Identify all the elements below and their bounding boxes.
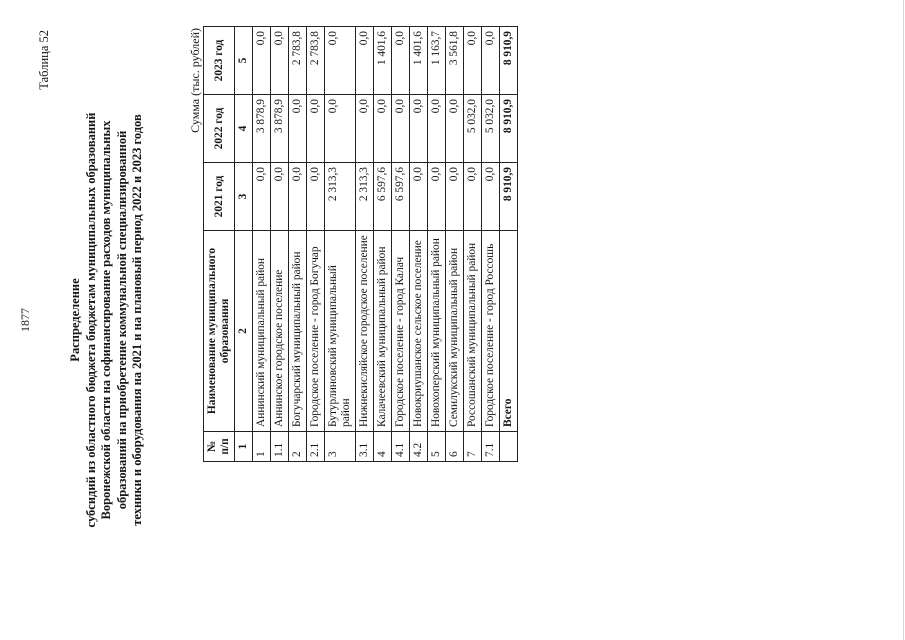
cell-name: Новохоперский муниципальный район: [428, 231, 446, 432]
cell-y2021: 6 597,6: [374, 163, 392, 231]
cell-name: Аннинский муниципальный район: [253, 231, 271, 432]
cell-y2022: 0,0: [325, 95, 356, 163]
distribution-table: [203, 26, 518, 462]
cell-num: 7.1: [482, 432, 500, 462]
cell-name: Городское поселение - город Богучар: [307, 231, 325, 432]
cell-name: Городское поселение - город Россошь: [482, 231, 500, 432]
cell-name: Россошанский муниципальный район: [464, 231, 482, 432]
table-total-row: [500, 27, 518, 462]
column-index: 2: [235, 231, 253, 432]
cell-num: 7: [464, 432, 482, 462]
cell-y2023: 0,0: [253, 27, 271, 95]
cell-num: 1.1: [271, 432, 289, 462]
title-line: Распределение: [68, 278, 82, 362]
cell-y2022: 8 910,9: [500, 95, 518, 163]
cell-num: 4.1: [392, 432, 410, 462]
header-num: № п/п: [204, 432, 235, 462]
cell-y2021: 0,0: [482, 163, 500, 231]
table-row: [356, 27, 374, 462]
cell-y2023: 0,0: [356, 27, 374, 95]
cell-y2022: 0,0: [356, 95, 374, 163]
cell-y2023: 0,0: [464, 27, 482, 95]
cell-y2023: 3 561,8: [446, 27, 464, 95]
cell-num: 6: [446, 432, 464, 462]
cell-y2021: 0,0: [464, 163, 482, 231]
cell-num: 4.2: [410, 432, 428, 462]
cell-y2023: 1 401,6: [410, 27, 428, 95]
cell-y2021: 0,0: [428, 163, 446, 231]
cell-name: Городское поселение - город Калач: [392, 231, 410, 432]
cell-num: 3: [325, 432, 356, 462]
cell-y2021: 0,0: [410, 163, 428, 231]
cell-y2022: 0,0: [410, 95, 428, 163]
cell-y2023: 0,0: [482, 27, 500, 95]
cell-num: 3.1: [356, 432, 374, 462]
title-line: образований на приобретение коммунальной специализированной: [114, 130, 129, 510]
cell-num: 4: [374, 432, 392, 462]
cell-y2022: 3 878,9: [271, 95, 289, 163]
cell-y2023: 1 401,6: [374, 27, 392, 95]
column-index: 3: [235, 163, 253, 231]
cell-y2021: 8 910,9: [500, 163, 518, 231]
title-line: техники и оборудования на 2021 и на плановый период 2022 и 2023 годов: [130, 114, 144, 526]
table-row: [428, 27, 446, 462]
table-body: [253, 27, 518, 462]
table-row: [464, 27, 482, 462]
cell-name: Бутурлиновский муниципальный район: [325, 231, 356, 432]
column-index: 1: [235, 432, 253, 462]
header-2021: 2021 год: [204, 163, 235, 231]
title-line: субсидий из областного бюджета бюджетам муниципальных образований: [83, 112, 98, 528]
table-header-row: [204, 27, 235, 462]
cell-num: 2: [289, 432, 307, 462]
cell-y2022: 0,0: [307, 95, 325, 163]
cell-y2021: 0,0: [307, 163, 325, 231]
table-row: [392, 27, 410, 462]
cell-y2021: 6 597,6: [392, 163, 410, 231]
cell-y2023: 8 910,9: [500, 27, 518, 95]
cell-y2022: 5 032,0: [482, 95, 500, 163]
cell-y2021: 2 313,3: [356, 163, 374, 231]
table-row: [374, 27, 392, 462]
page-number: 1877: [18, 308, 32, 332]
cell-y2023: 1 163,7: [428, 27, 446, 95]
column-index: 5: [235, 27, 253, 95]
cell-y2023: 0,0: [271, 27, 289, 95]
cell-y2023: 2 783,8: [307, 27, 325, 95]
table-row: [446, 27, 464, 462]
units-label: Сумма (тыс. рублей): [188, 28, 202, 133]
cell-y2022: 0,0: [428, 95, 446, 163]
cell-num: 2.1: [307, 432, 325, 462]
cell-y2023: 0,0: [325, 27, 356, 95]
column-index: 4: [235, 95, 253, 163]
cell-num: 1: [253, 432, 271, 462]
title-line: Воронежской области на софинансирование расходов муниципальных: [99, 120, 113, 520]
cell-y2022: 3 878,9: [253, 95, 271, 163]
table-row: [325, 27, 356, 462]
cell-name: Богучарский муниципальный район: [289, 231, 307, 432]
page-edge-line: [903, 0, 904, 640]
column-index-row: [235, 27, 253, 462]
table-label: Таблица 52: [37, 30, 51, 90]
table-row: [307, 27, 325, 462]
cell-num: [500, 432, 518, 462]
cell-y2021: 2 313,3: [325, 163, 356, 231]
cell-y2023: 2 783,8: [289, 27, 307, 95]
cell-y2023: 0,0: [392, 27, 410, 95]
cell-y2021: 0,0: [271, 163, 289, 231]
cell-y2021: 0,0: [289, 163, 307, 231]
cell-num: 5: [428, 432, 446, 462]
cell-y2022: 0,0: [392, 95, 410, 163]
cell-y2021: 0,0: [446, 163, 464, 231]
header-2022: 2022 год: [204, 95, 235, 163]
table-row: [289, 27, 307, 462]
cell-y2022: 0,0: [446, 95, 464, 163]
table-row: [271, 27, 289, 462]
cell-y2021: 0,0: [253, 163, 271, 231]
cell-name: Нижнекисляйское городское поселение: [356, 231, 374, 432]
header-name: Наименование муниципального образования: [204, 231, 235, 432]
cell-y2022: 0,0: [374, 95, 392, 163]
cell-name: Аннинское городское поселение: [271, 231, 289, 432]
cell-y2022: 0,0: [289, 95, 307, 163]
table-row: [253, 27, 271, 462]
cell-name: Калачеевский муниципальный район: [374, 231, 392, 432]
cell-name: Всего: [500, 231, 518, 432]
table-row: [482, 27, 500, 462]
cell-y2022: 5 032,0: [464, 95, 482, 163]
cell-name: Новокриушанское сельское поселение: [410, 231, 428, 432]
document-title: [68, 60, 146, 580]
cell-name: Семилукский муниципальный район: [446, 231, 464, 432]
table-row: [410, 27, 428, 462]
header-2023: 2023 год: [204, 27, 235, 95]
